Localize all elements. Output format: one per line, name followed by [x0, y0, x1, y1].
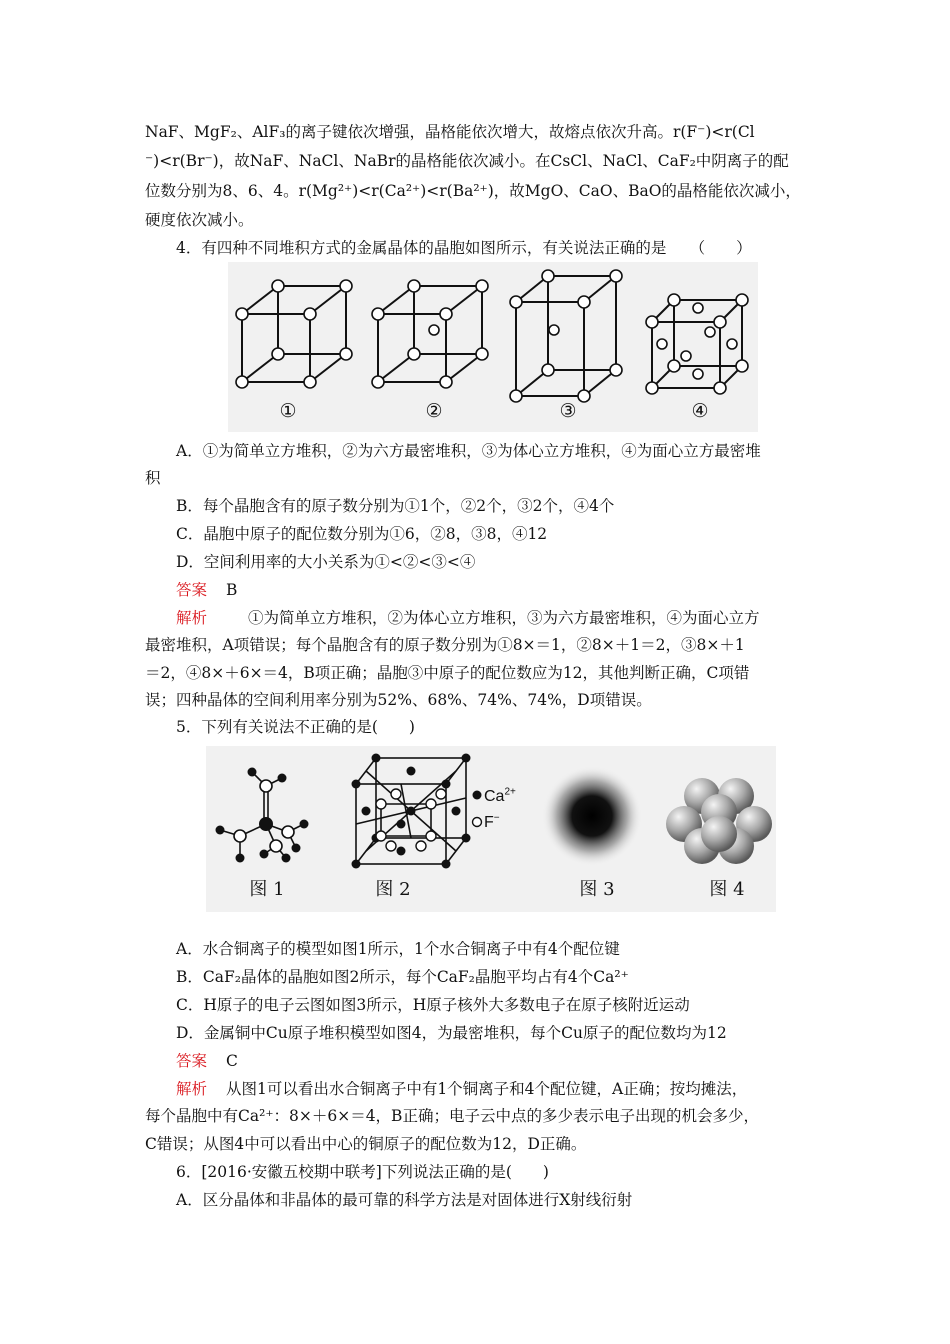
text-line: NaF、MgF₂、AlF₃的离子键依次增强，晶格能依次增大，故熔点依次升高。r(F⁻)<r(Cl	[145, 123, 755, 141]
option-a: A．区分晶体和非晶体的最可靠的科学方法是对固体进行X射线衍射	[176, 1191, 633, 1209]
answer-label: 答案	[176, 1052, 208, 1070]
figure-label: ③	[559, 400, 577, 422]
text-line: 位数分别为8、6、4。r(Mg²⁺)<r(Ca²⁺)<r(Ba²⁺)，故MgO、CaO、BaO的晶格能依次减小，	[145, 182, 801, 200]
option-b: B．CaF₂晶体的晶胞如图2所示，每个CaF₂晶胞平均占有4个Ca²⁺	[176, 968, 629, 986]
analysis-text: 从图1可以看出水合铜离子中有1个铜离子和4个配位键，A正确；按均摊法，	[225, 1080, 748, 1098]
legend-ca: $Ca^{2+}$	[484, 786, 516, 805]
question-4-stem: 4．有四种不同堆积方式的金属晶体的晶胞如图所示，有关说法正确的是 （ ）	[176, 239, 752, 257]
option-a: A．①为简单立方堆积，②为六方最密堆积，③为体心立方堆积，④为面心立方最密堆	[176, 442, 761, 460]
option-a-cont: 积	[145, 469, 161, 487]
option-c: C．H原子的电子云图如图3所示，H原子核外大多数电子在原子核附近运动	[176, 996, 690, 1014]
option-d: D．金属铜中Cu原子堆积模型如图4，为最密堆积，每个Cu原子的配位数均为12	[176, 1024, 727, 1042]
answer-value: B	[225, 581, 238, 599]
option-b: B．每个晶胞含有的原子数分别为①1个，②2个，③2个，④4个	[176, 497, 615, 515]
text-line: ⁻)<r(Br⁻)，故NaF、NaCl、NaBr的晶格能依次减小。在CsCl、NaCl、CaF₂中阴离子的配	[145, 152, 789, 170]
answer-label: 答案	[176, 581, 208, 599]
figure-label: ②	[425, 400, 443, 422]
figure-label: ①	[279, 400, 297, 422]
figure-label: 图 1	[249, 879, 285, 900]
question-5-stem: 5．下列有关说法不正确的是( )	[176, 718, 415, 736]
analysis-text: C错误；从图4中可以看出中心的铜原子的配位数为12，D正确。	[145, 1135, 587, 1153]
analysis-text: 最密堆积，A项错误；每个晶胞含有的原子数分别为①8×＝1，②8×＋1＝2，③8×＋1	[145, 636, 745, 654]
option-a: A．水合铜离子的模型如图1所示，1个水合铜离子中有4个配位键	[176, 940, 620, 958]
analysis-text: ①为简单立方堆积，②为体心立方堆积，③为六方最密堆积，④为面心立方	[247, 609, 760, 627]
figure-label: ④	[691, 400, 709, 422]
question-6-stem: 6．[2016·安徽五校期中联考]下列说法正确的是( )	[176, 1163, 549, 1181]
analysis-text: 每个晶胞中有Ca²⁺：8×＋6×＝4，B正确；电子云中点的多少表示电子出现的机会多少，	[145, 1107, 759, 1125]
analysis-label: 解析	[176, 1080, 208, 1098]
option-d: D．空间利用率的大小关系为①<②<③<④	[176, 553, 476, 571]
option-c: C．晶胞中原子的配位数分别为①6，②8，③8，④12	[176, 525, 548, 543]
figure-label: 图 3	[579, 879, 615, 900]
analysis-text: 误；四种晶体的空间利用率分别为52%、68%、74%、74%，D项错误。	[145, 691, 652, 709]
text-line: 硬度依次减小。	[145, 211, 254, 229]
answer-value: C	[225, 1052, 238, 1070]
analysis-row	[176, 1078, 747, 1100]
legend-f: F−	[484, 812, 500, 831]
analysis-text: ＝2，④8×＋6×＝4，B项正确；晶胞③中原子的配位数应为12，其他判断正确，C项错	[145, 664, 750, 682]
figure-label: 图 2	[375, 879, 411, 900]
figure-label: 图 4	[709, 879, 745, 900]
analysis-row	[176, 607, 759, 629]
answer-row	[176, 1050, 238, 1072]
analysis-label: 解析	[176, 609, 208, 627]
answer-row	[176, 579, 237, 601]
